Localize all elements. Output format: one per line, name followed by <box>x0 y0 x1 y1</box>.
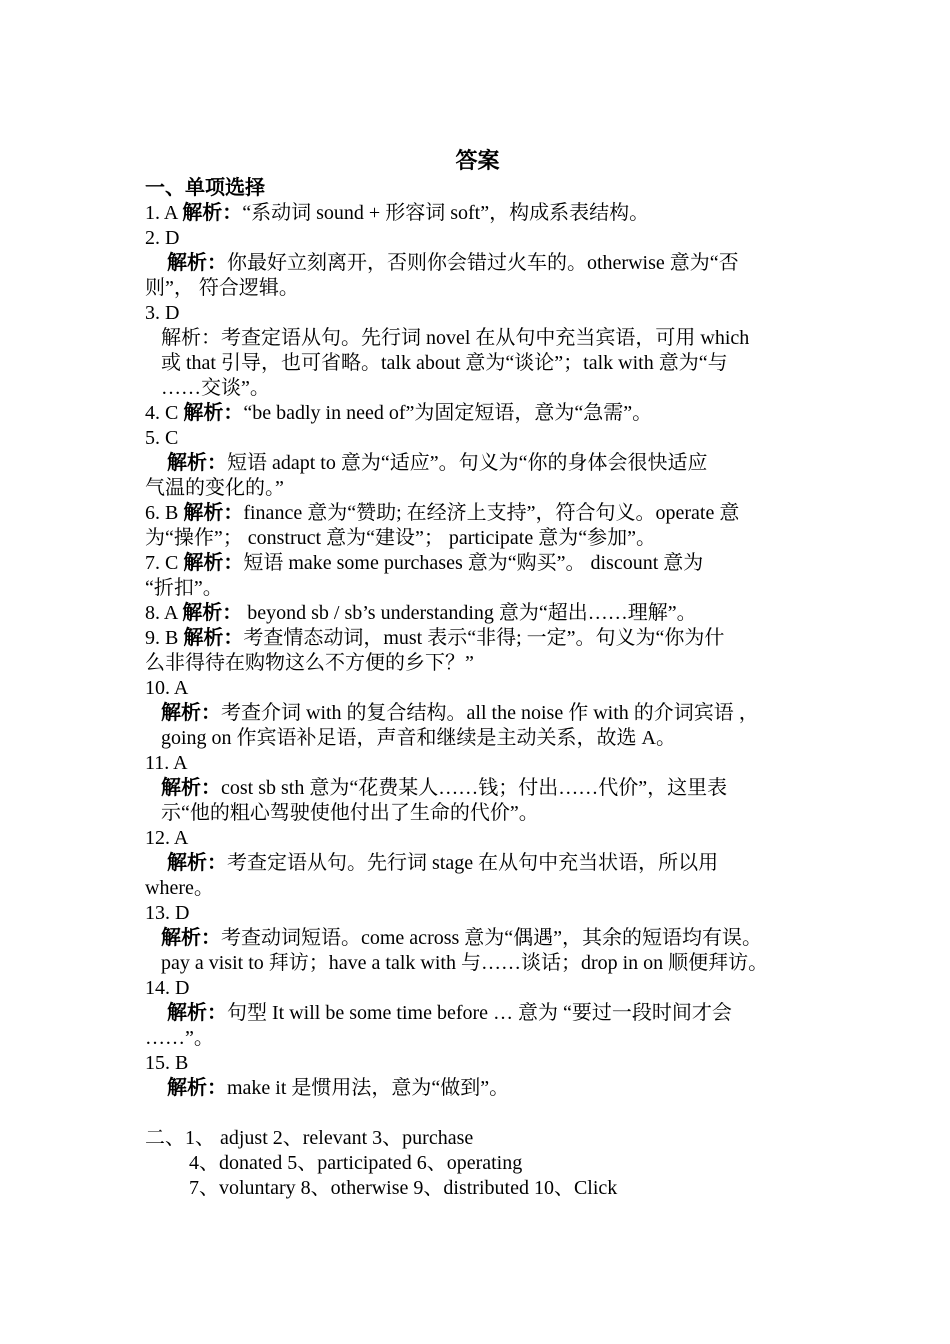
explanation-5-cont: 气温的变化的。” <box>145 477 284 499</box>
explanation-12: 解析：考查定语从句。先行词 stage 在从句中充当状语，所以用 <box>167 852 719 874</box>
answer-11: 11. A <box>145 752 188 774</box>
explanation-3-cont2: ……交谈”。 <box>161 377 270 399</box>
explanation-7-cont: “折扣”。 <box>145 577 223 599</box>
answer-13: 13. D <box>145 902 190 924</box>
explanation-10: 解析：考查介词 with 的复合结构。all the noise 作 with 的介词宾语 ， <box>161 702 759 724</box>
answer-15: 15. B <box>145 1052 189 1074</box>
section-heading-1: 一、单项选择 <box>145 177 265 199</box>
answer-14: 14. D <box>145 977 190 999</box>
explanation-6-cont: 为“操作”； construct 意为“建设”； participate 意为“参加”。 <box>145 527 656 549</box>
explanation-12-cont: where。 <box>145 877 214 899</box>
answer-5: 5. C <box>145 427 179 449</box>
explanation-9-cont: 么非得待在购物这么不方便的乡下？” <box>145 652 474 674</box>
answer-sheet <box>145 148 810 1201</box>
explanation-2-cont: 则”， 符合逻辑。 <box>145 277 299 299</box>
explanation-14-cont: ……”。 <box>145 1027 214 1049</box>
explanation-3-cont: 或 that 引导，也可省略。talk about 意为“谈论”；talk with 意为“与 <box>161 352 728 374</box>
answer-1: 1. A 解析：“系动词 sound + 形容词 soft”，构成系表结构。 <box>145 202 650 224</box>
section-2-row-1: 二、1、 adjust 2、relevant 3、purchase <box>145 1127 474 1149</box>
answer-3: 3. D <box>145 302 180 324</box>
explanation-13: 解析：考查动词短语。come across 意为“偶遇”，其余的短语均有误。 <box>161 927 763 949</box>
answer-4: 4. C 解析：“be badly in need of”为固定短语，意为“急需”。 <box>145 402 653 424</box>
explanation-11: 解析：cost sb sth 意为“花费某人……钱；付出……代价”，这里表 <box>161 777 728 799</box>
answer-2: 2. D <box>145 227 180 249</box>
explanation-14: 解析：句型 It will be some time before … 意为 “要过一段时间才会 <box>167 1002 732 1024</box>
spacer <box>145 1101 810 1126</box>
answer-12: 12. A <box>145 827 189 849</box>
answer-7: 7. C 解析：短语 make some purchases 意为“购买”。 discount 意为 <box>145 552 704 574</box>
explanation-10-cont: going on 作宾语补足语，声音和继续是主动关系，故选 A。 <box>161 727 676 749</box>
explanation-5: 解析：短语 adapt to 意为“适应”。句义为“你的身体会很快适应 <box>167 452 708 474</box>
answer-10: 10. A <box>145 677 189 699</box>
explanation-11-cont: 示“他的粗心驾驶使他付出了生命的代价”。 <box>161 802 539 824</box>
answer-6: 6. B 解析：finance 意为“赞助; 在经济上支持”，符合句义。operate 意 <box>145 502 740 524</box>
page-title: 答案 <box>455 148 500 173</box>
answer-9: 9. B 解析：考查情态动词，must 表示“非得; 一定”。句义为“你为什 <box>145 627 725 649</box>
explanation-3: 解析：考查定语从句。先行词 novel 在从句中充当宾语，可用 which <box>161 327 750 349</box>
explanation-13-cont: pay a visit to 拜访；have a talk with 与……谈话；drop in on 顺便拜访。 <box>161 952 769 974</box>
section-2-row-2: 4、donated 5、participated 6、operating <box>189 1152 523 1174</box>
answer-8: 8. A 解析： beyond sb / sb’s understanding 意为“超出……理解”。 <box>145 602 697 624</box>
explanation-2: 解析：你最好立刻离开，否则你会错过火车的。otherwise 意为“否 <box>167 252 739 274</box>
section-2-row-3: 7、voluntary 8、otherwise 9、distributed 10、Click <box>189 1177 618 1199</box>
explanation-15: 解析：make it 是惯用法，意为“做到”。 <box>167 1077 510 1099</box>
